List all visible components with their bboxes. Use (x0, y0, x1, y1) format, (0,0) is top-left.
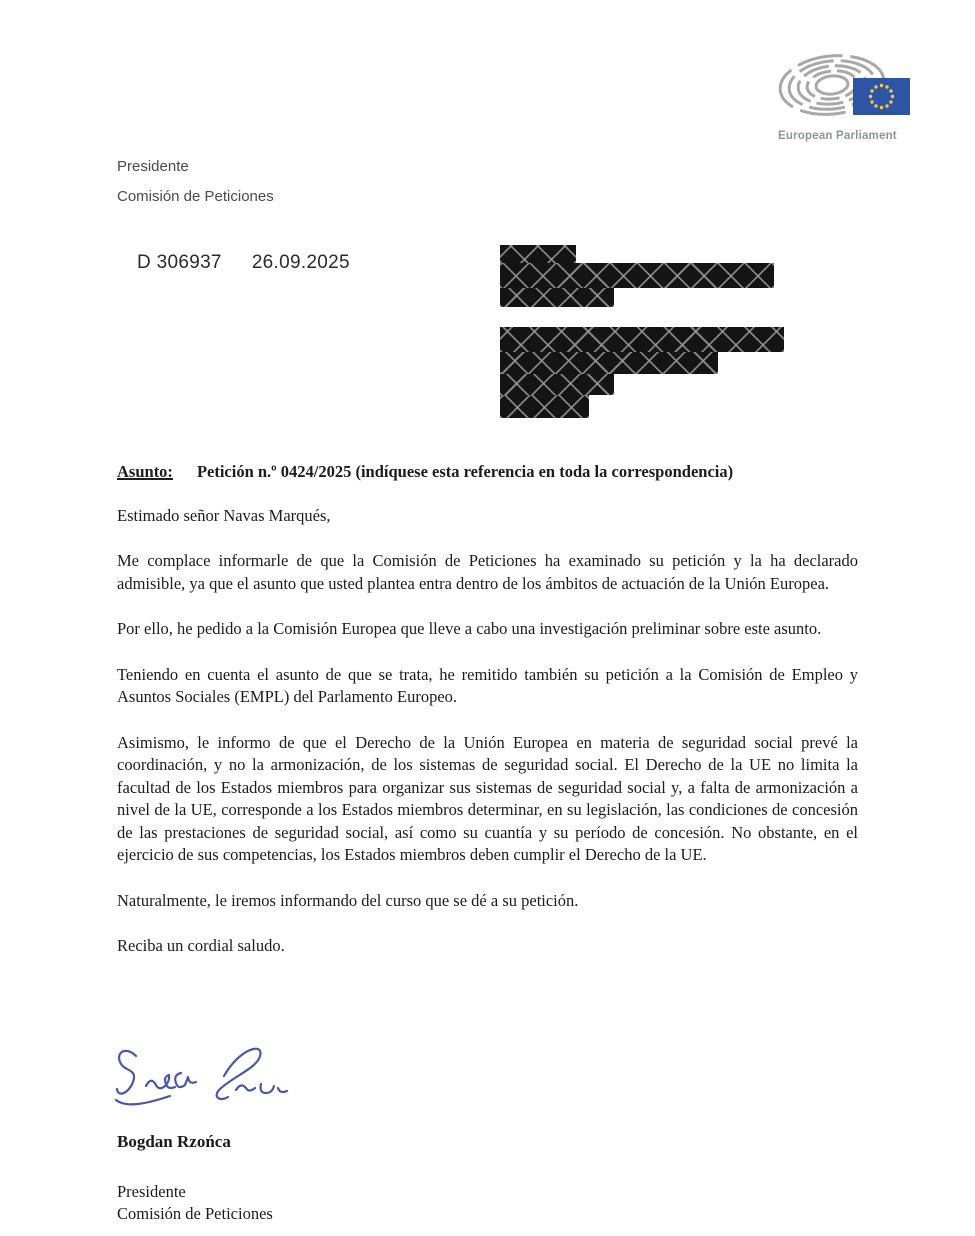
paragraph-commission-investigation: Por ello, he pedido a la Comisión Europea que lleve a cabo una investigación preliminar sobre este asunto. (117, 619, 822, 638)
redacted-line (500, 395, 589, 418)
redacted-line (500, 288, 614, 307)
greeting: Estimado señor Navas Marqués, (117, 506, 331, 525)
paragraph-follow-up: Naturalmente, le iremos informando del curso que se dé a su petición. (117, 890, 579, 910)
redacted-line (500, 245, 576, 263)
subject-text: Petición n.º 0424/2025 (indíquese esta referencia en toda la correspondencia) (196, 462, 734, 481)
sender-block (117, 158, 274, 218)
subject-label: Asunto: (117, 462, 173, 481)
doc-date: 26.09.2025 (251, 252, 350, 273)
paragraph-empl-referral: Teniendo en cuenta el asunto de que se trata, he remitido también su petición a la Comisión de Empleo y Asuntos Sociales (EMPL) del Parlamento Europeo. (117, 664, 858, 706)
letter-body (117, 550, 858, 981)
redacted-line (500, 352, 718, 374)
sender-title: Presidente (117, 158, 189, 175)
redacted-line (500, 374, 614, 395)
closing-org: Comisión de Peticiones (117, 1204, 273, 1223)
redacted-line (500, 263, 774, 288)
redacted-recipient-block-1 (500, 245, 774, 307)
subject-line (117, 462, 862, 482)
hemicycle-eu-flag-icon (778, 45, 912, 123)
logo-caption: European Parliament (778, 130, 897, 142)
redacted-recipient-block-2 (500, 327, 784, 418)
handwritten-signature (112, 1042, 307, 1120)
closing-title: Presidente (117, 1182, 186, 1201)
doc-number: D 306937 (137, 252, 222, 273)
eu-flag (853, 78, 910, 115)
signature-strokes (116, 1049, 287, 1105)
closing-block (117, 1181, 273, 1225)
paragraph-admissibility: Me complace informarle de que la Comisión de Peticiones ha examinado su petición y la ha declarado admisible, ya que el asunto que usted plantea entra dentro de los ámbitos de actuación de la Unión Europea. (117, 551, 858, 593)
sender-org: Comisión de Peticiones (117, 188, 274, 205)
reference-line (137, 252, 350, 274)
redacted-line (500, 327, 784, 352)
signatory-name: Bogdan Rzońca (117, 1132, 231, 1151)
european-parliament-logo (778, 45, 918, 142)
paragraph-closing-salutation: Reciba un cordial saludo. (117, 936, 285, 955)
paragraph-eu-law-coordination: Asimismo, le informo de que el Derecho de la Unión Europea en materia de seguridad social prevé la coordinación, y no la armonización, de los sistemas de seguridad social. El Derecho de la UE no limita la facultad de los Estados miembros para organizar sus sistemas de seguridad social y, a falta de armonización a nivel de la UE, corresponde a los Estados miembros determinar, en su legislación, las condiciones de concesión de las prestaciones de seguridad social, así como su cuantía y su período de concesión. No obstante, en el ejercicio de sus competencias, los Estados miembros deben cumplir el Derecho de la UE. (117, 732, 858, 864)
